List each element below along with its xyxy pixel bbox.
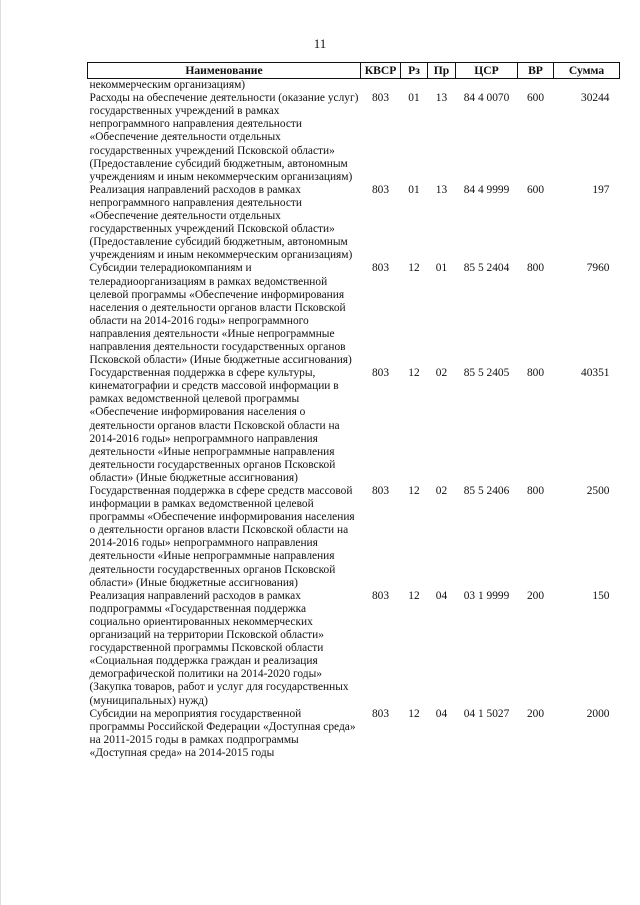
table-row bbox=[88, 92, 620, 184]
row-sum: 2500 bbox=[586, 485, 610, 497]
row-rz: 12 bbox=[408, 485, 420, 497]
table-body bbox=[88, 79, 620, 760]
row-vr: 800 bbox=[526, 262, 545, 275]
row-sum: 2000 bbox=[586, 707, 610, 720]
row-csr: 84 4 0070 bbox=[463, 92, 510, 105]
row-pr bbox=[428, 79, 456, 93]
row-name: Государственная поддержка в сфере средств массовой информации в рамках ведомственной целевой программы «Обеспечение информирования населения о деятельности органов власти Псковской области на 2014-2016 годы» непрограммного направления деятельности «Иные непрограммные направления деятельности государственных органов Псковской области» (Иные бюджетные ассигнования) bbox=[89, 485, 355, 589]
row-sum: 150 bbox=[592, 589, 610, 602]
row-kvsr: 803 bbox=[371, 183, 390, 196]
row-rz: 01 bbox=[408, 183, 420, 196]
row-csr: 84 4 9999 bbox=[463, 183, 510, 196]
row-sum: 40351 bbox=[581, 367, 610, 380]
row-csr: 85 5 2404 bbox=[463, 262, 510, 275]
row-sum: 197 bbox=[592, 183, 610, 196]
header-vr: ВР bbox=[518, 63, 554, 79]
header-name: Наименование bbox=[88, 63, 361, 79]
row-vr: 200 bbox=[526, 589, 545, 602]
row-kvsr bbox=[361, 79, 401, 93]
row-kvsr: 803 bbox=[371, 92, 390, 105]
header-kvsr: КВСР bbox=[361, 63, 401, 79]
row-rz: 12 bbox=[408, 367, 420, 380]
header-pr: Пр bbox=[428, 63, 456, 79]
row-pr: 02 bbox=[435, 485, 448, 497]
row-name: некоммерческим организациям) bbox=[89, 79, 246, 92]
row-name: Государственная поддержка в сфере культуры, кинематографии и средств массовой информации в рамках ведомственной целевой программы «Обеспечение информирования населения о деятельности органов власти Псковской области на 2014-2016 годы» непрограммного направления деятельности «Иные непрограммные направления деятельности государственных органов Псковской области» (Иные бюджетные ассигнования) bbox=[89, 367, 340, 484]
table-row bbox=[88, 590, 620, 708]
row-name: Расходы на обеспечение деятельности (оказание услуг) государственных учреждений в рамках непрограммного направления деятельности «Обеспечение деятельности отдельных государственных учреждений Псковской области» (Предоставление субсидий бюджетным, автономным учреждениям и иным некоммерческим организациям) bbox=[89, 92, 359, 183]
table-header-row bbox=[88, 63, 620, 79]
header-csr: ЦСР bbox=[456, 63, 518, 79]
header-rz: Рз bbox=[401, 63, 428, 79]
row-rz: 12 bbox=[408, 262, 420, 275]
table-row bbox=[88, 79, 620, 93]
row-name: Реализация направлений расходов в рамках подпрограммы «Государственная поддержка социально ориентированных некоммерческих организаций на территории Псковской области» государственной программы Псковской области «Социальная поддержка граждан и реализация демографической политики на 2014-2020 годы» (Закупка товаров, работ и услуг для государственных (муниципальных) нужд) bbox=[89, 589, 349, 707]
row-vr: 800 bbox=[526, 485, 545, 497]
row-rz: 12 bbox=[408, 589, 420, 602]
row-name: Субсидии на мероприятия государственной программы Российской Федерации «Доступная среда» на 2011-2015 годы в рамках подпрограммы «Доступная среда» на 2014-2015 годы bbox=[89, 707, 356, 759]
row-kvsr: 803 bbox=[371, 589, 390, 602]
row-kvsr: 803 bbox=[371, 367, 390, 380]
budget-table bbox=[87, 62, 620, 760]
row-vr: 600 bbox=[526, 92, 545, 105]
row-csr: 85 5 2406 bbox=[463, 485, 510, 497]
row-kvsr: 803 bbox=[371, 707, 390, 720]
row-sum: 30244 bbox=[581, 92, 610, 105]
header-sum: Сумма bbox=[554, 63, 620, 79]
row-pr: 04 bbox=[435, 589, 448, 602]
row-rz: 12 bbox=[408, 707, 420, 720]
row-vr: 800 bbox=[526, 367, 545, 380]
row-rz: 01 bbox=[408, 92, 420, 105]
page-number: 11 bbox=[313, 36, 327, 51]
row-csr: 03 1 9999 bbox=[463, 589, 510, 602]
row-csr bbox=[456, 79, 518, 93]
row-pr: 04 bbox=[435, 707, 448, 720]
row-vr: 600 bbox=[526, 183, 545, 196]
row-rz bbox=[401, 79, 428, 93]
row-sum bbox=[554, 79, 620, 93]
row-kvsr: 803 bbox=[371, 485, 390, 497]
table-row bbox=[88, 485, 620, 590]
row-name: Реализация направлений расходов в рамках непрограммного направления деятельности «Обеспечение деятельности отдельных государственных учреждений Псковской области» (Предоставление субсидий бюджетным, автономным учреждениям и иным некоммерческим организациям) bbox=[89, 183, 353, 262]
page-edge bbox=[0, 0, 1, 905]
row-sum: 7960 bbox=[586, 262, 610, 275]
table-row bbox=[88, 184, 620, 263]
row-pr: 13 bbox=[435, 92, 448, 105]
row-pr: 13 bbox=[435, 183, 448, 196]
row-vr bbox=[518, 79, 554, 93]
row-kvsr: 803 bbox=[371, 262, 390, 275]
row-name: Субсидии телерадиокомпаниям и телерадиоорганизациям в рамках ведомственной целевой программы «Обеспечение информирования населения о деятельности органов власти Псковской области на 2014-2016 годы» непрограммного направления деятельности «Иные непрограммные направления деятельности государственных органов Псковской области» (Иные бюджетные ассигнования) bbox=[89, 262, 352, 367]
row-csr: 04 1 5027 bbox=[463, 707, 510, 720]
table-row bbox=[88, 367, 620, 485]
row-pr: 01 bbox=[435, 262, 448, 275]
row-pr: 02 bbox=[435, 367, 448, 380]
table-row bbox=[88, 262, 620, 367]
row-csr: 85 5 2405 bbox=[463, 367, 510, 380]
table-row bbox=[88, 708, 620, 760]
row-vr: 200 bbox=[526, 707, 545, 720]
